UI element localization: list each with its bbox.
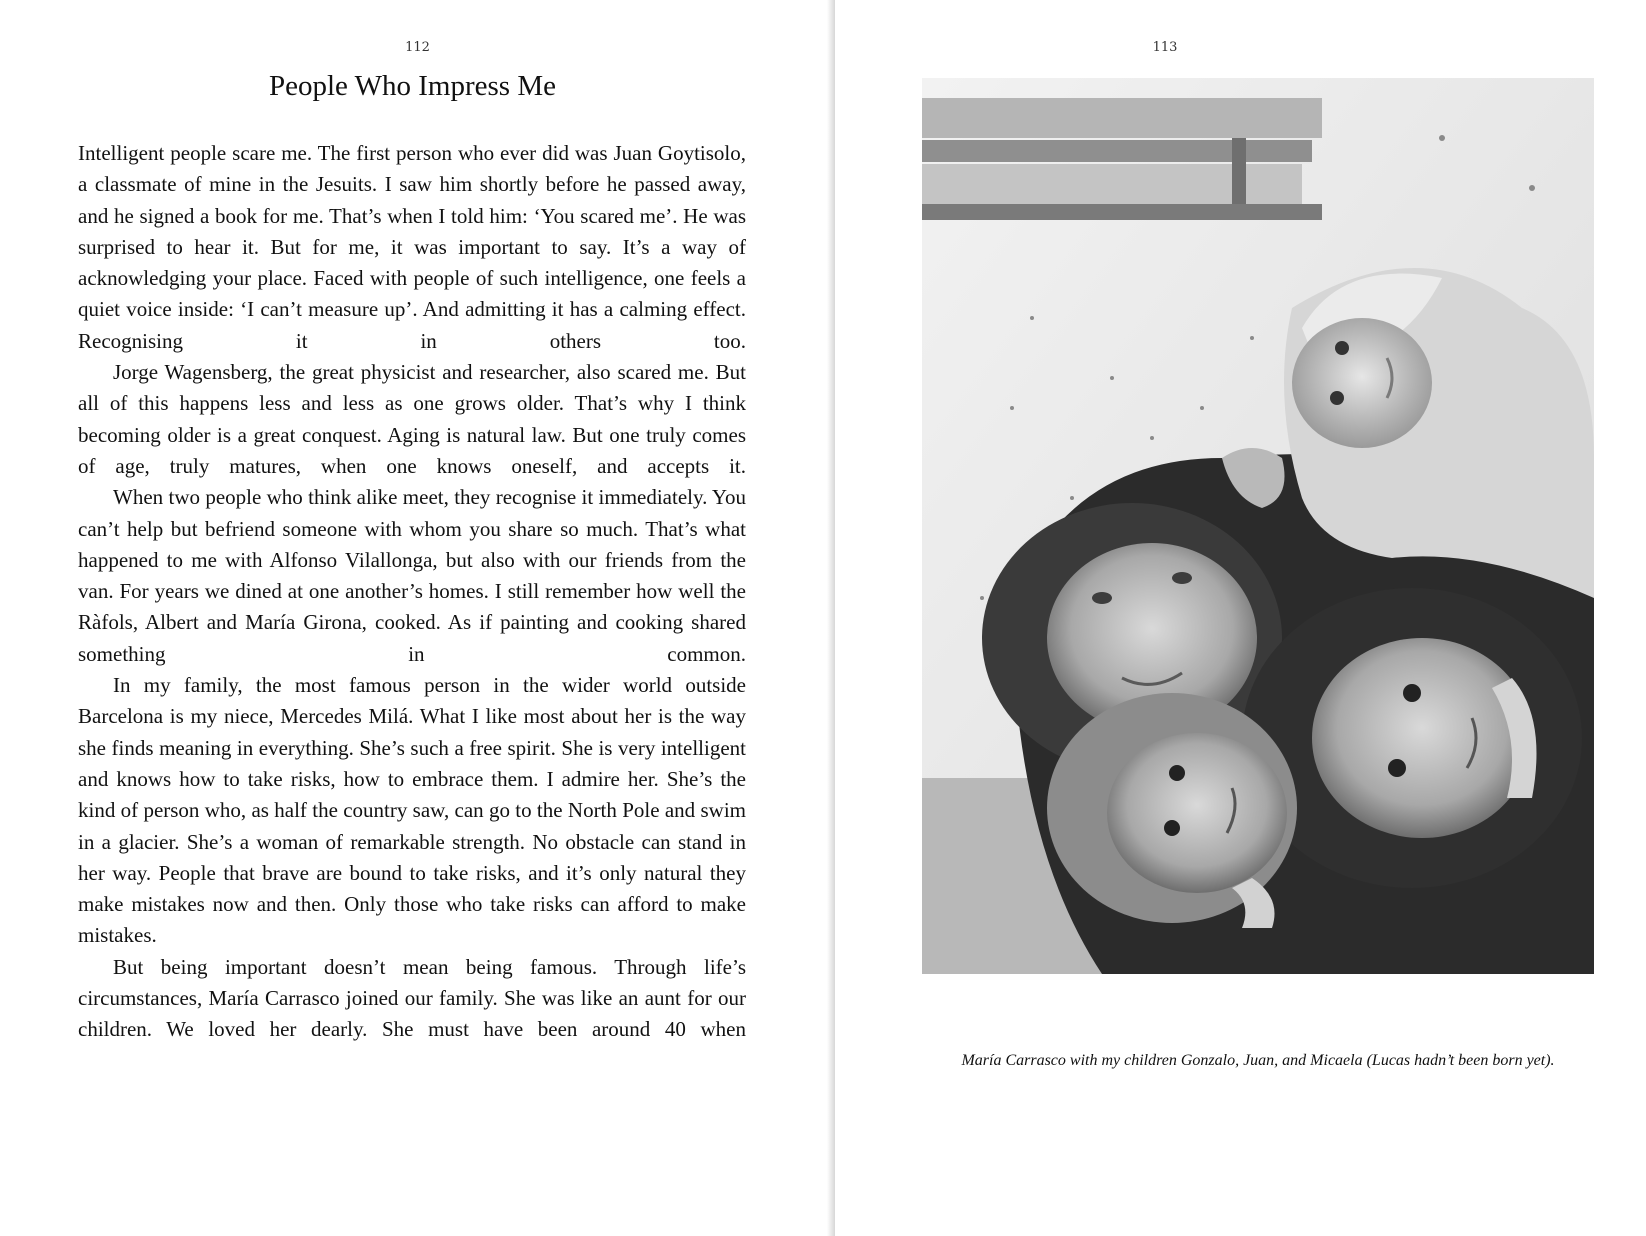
paragraph-5: But being important doesn’t mean being famous. Through life’s circumstances, María Carrasco joined our family. She was like an aunt for our children. We loved her dearly. She must have been around 40 when (78, 954, 746, 1042)
page-number-left: 112 (405, 40, 430, 55)
paragraph-1: Intelligent people scare me. The first person who ever did was Juan Goytisolo, a classmate of mine in the Jesuits. I saw him shortly before he passed away, and he signed a book for me. That’s when I told him: ‘You scared me’. He was surprised to hear it. But for me, it was important to say. It’s a way of acknowledging your place. Faced with people of such intelligence, one feels a quiet voice inside: ‘I can’t measure up’. And admitting it has a calming effect. Recognising it in others too. (78, 141, 746, 353)
right-page (835, 0, 1646, 1236)
page-number-right: 113 (1152, 40, 1178, 55)
family-photo (922, 78, 1594, 974)
chapter-title: People Who Impress Me (269, 70, 556, 102)
paragraph-3: When two people who think alike meet, they recognise it immediately. You can’t help but befriend someone with whom you share so much. That’s what happened to me with Alfonso Vilallonga, but also with our friends from the van. For years we dined at one another’s homes. I still remember how well the Ràfols, Albert and María Girona, cooked. As if painting and cooking shared something in common. (78, 485, 746, 666)
paragraph-4: In my family, the most famous person in the wider world outside Barcelona is my niece, Mercedes Milá. What I like most about her is the way she finds meaning in everything. She’s such a free spirit. She is very intelligent and knows how to take risks, how to embrace them. I admire her. She’s the kind of person who, as half the country saw, can go to the North Pole and swim in a glacier. She’s a woman of remarkable strength. No obstacle can stand in her way. People that brave are bound to take risks, and it’s only natural they make mistakes now and then. Only those who take risks can afford to make mistakes. (78, 673, 746, 948)
family-photo-illustration (922, 78, 1594, 974)
paragraph-2: Jorge Wagensberg, the great physicist and researcher, also scared me. But all of this happens less and less as one grows older. That’s why I think becoming older is a great conquest. Aging is natural law. But one truly comes of age, truly matures, when one knows oneself, and accepts it. (78, 360, 746, 478)
photo-caption: María Carrasco with my children Gonzalo, Juan, and Micaela (Lucas hadn’t been born yet). (961, 1052, 1555, 1069)
body-text (78, 138, 746, 1046)
